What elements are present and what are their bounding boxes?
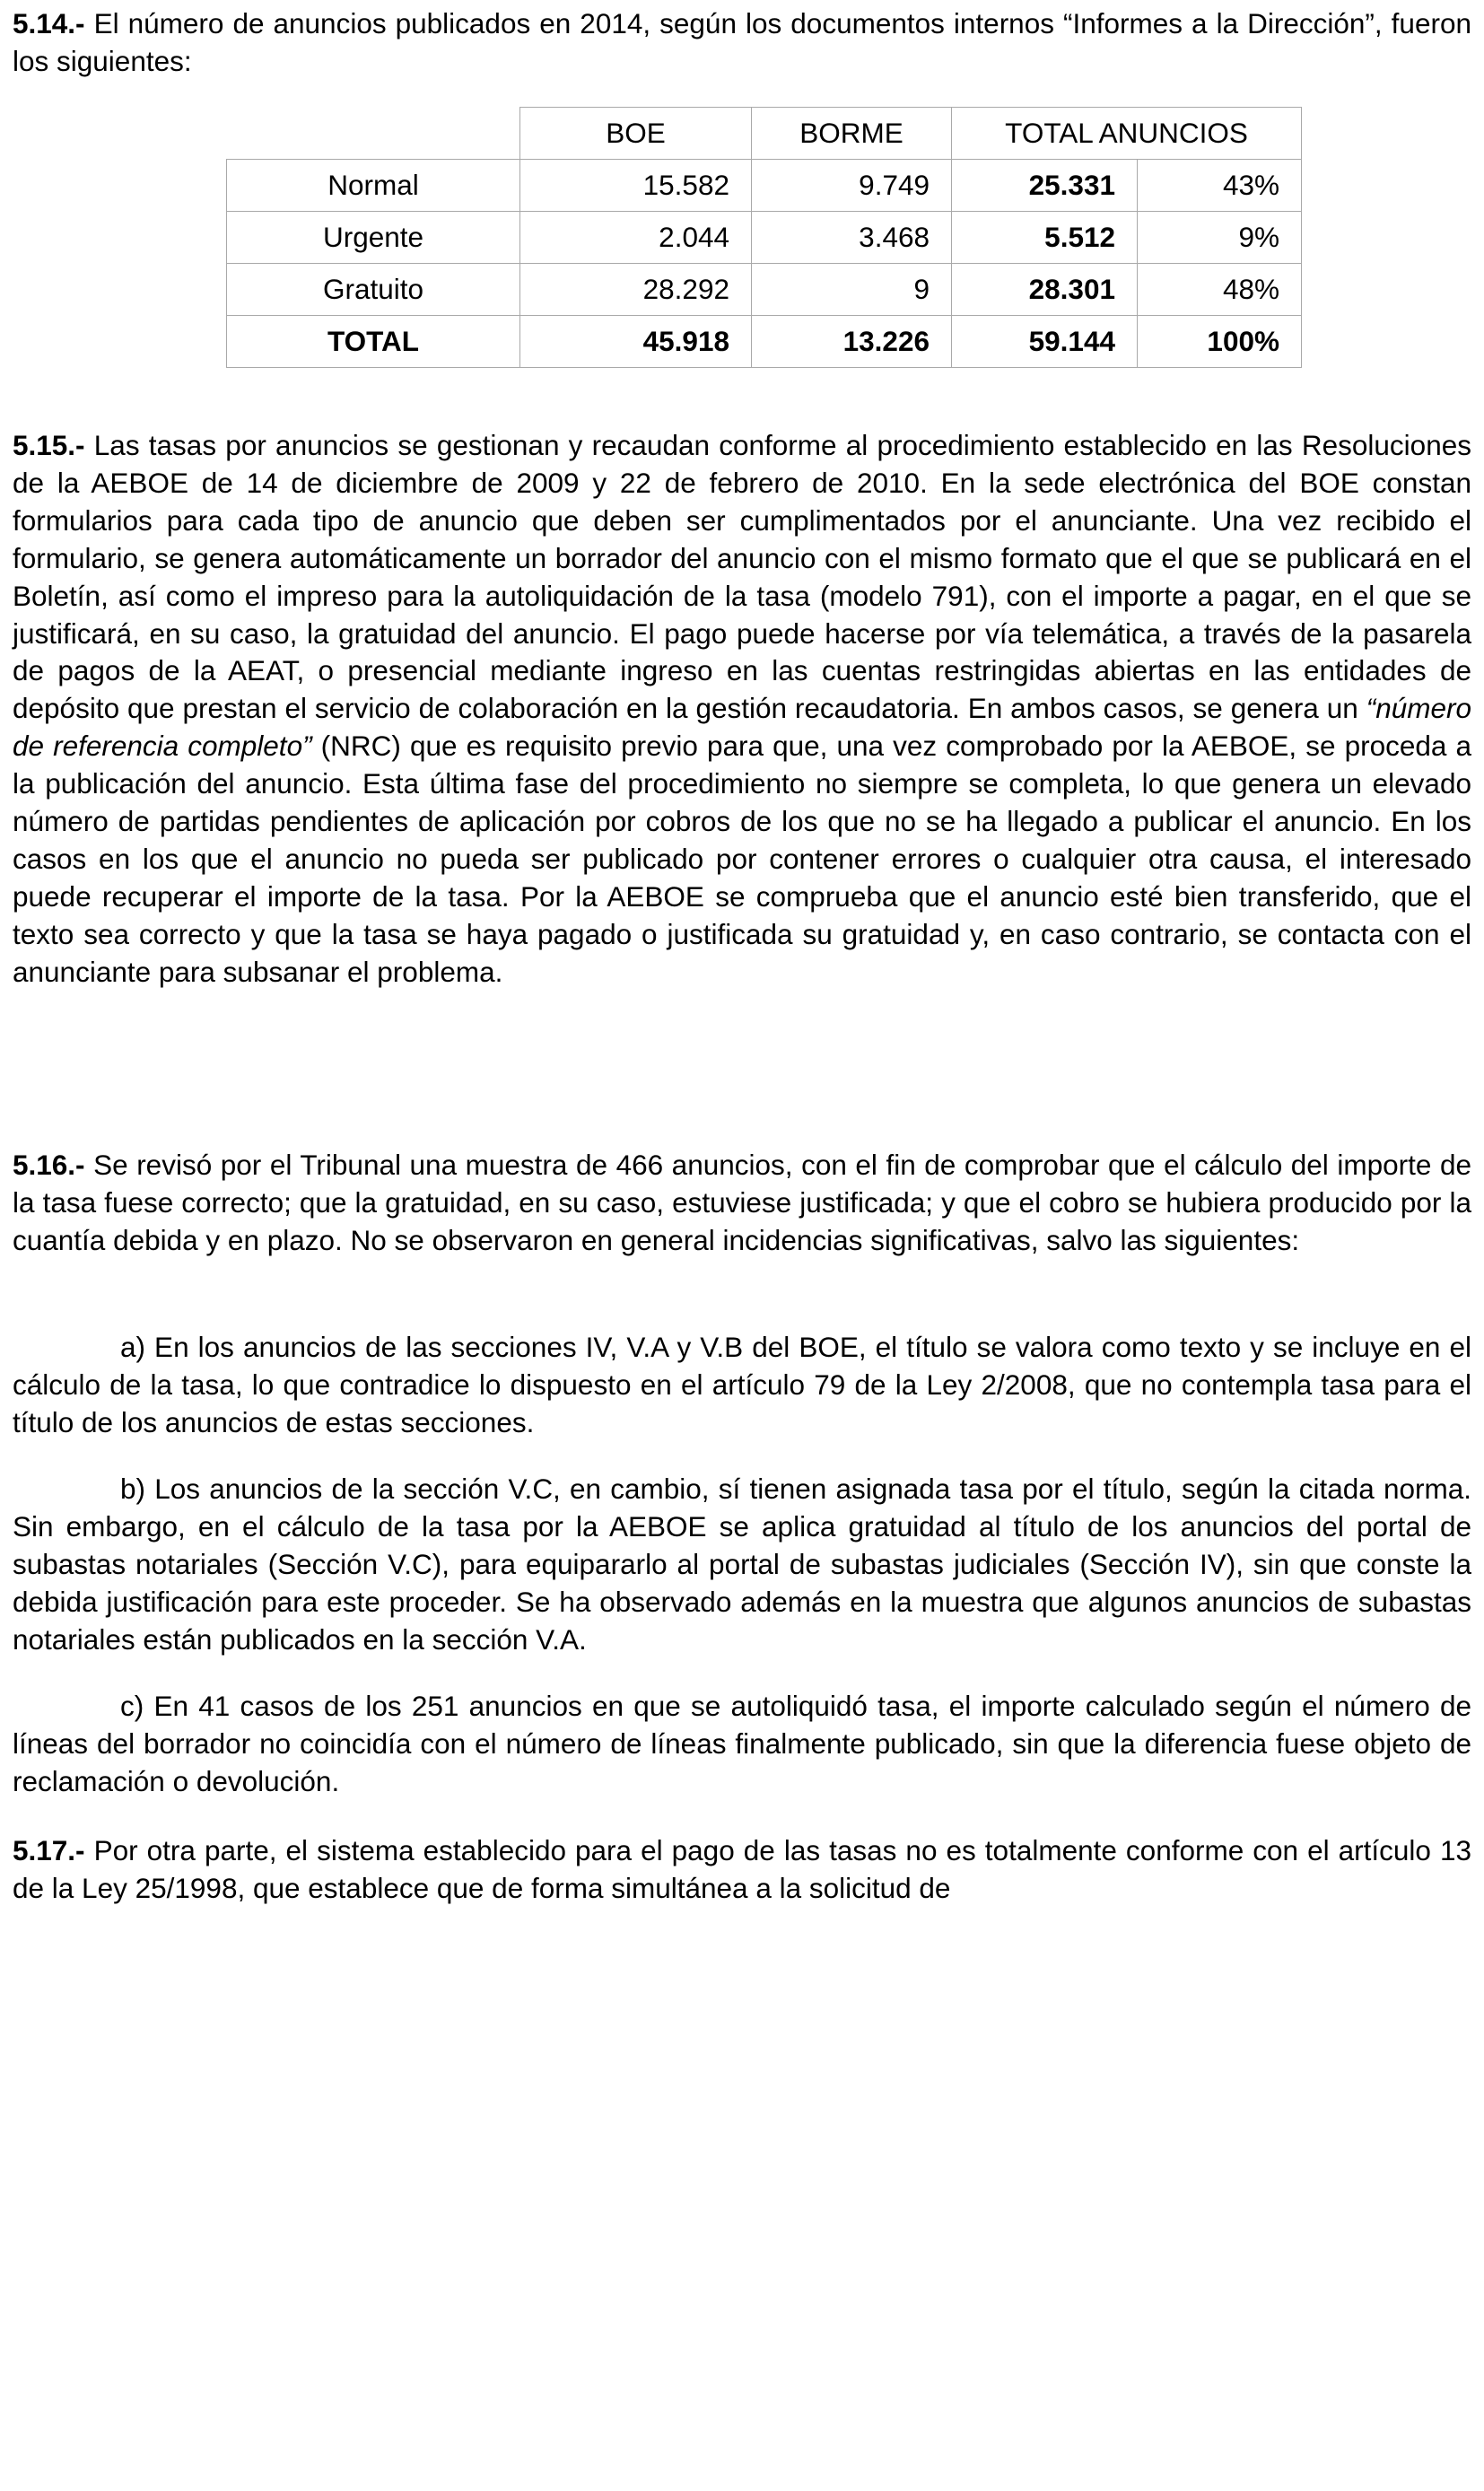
paragraph-body: Por otra parte, el sistema establecido para el pago de las tasas no es totalmente conforme con el artículo 13 de la Ley 25/1998, que establece que de forma simultánea a la solicitud de: [13, 1834, 1471, 1904]
cell-borme: 9: [752, 264, 952, 316]
row-label: Urgente: [227, 212, 520, 264]
cell-boe: 15.582: [520, 160, 752, 212]
section-number: 5.17.-: [13, 1834, 85, 1866]
cell-total: 5.512: [952, 212, 1138, 264]
cell-boe: 45.918: [520, 316, 752, 368]
paragraph-5-17-text: [13, 1832, 1471, 1908]
paragraph-5-15-text: [13, 427, 1471, 992]
item-b-text: b) Los anuncios de la sección V.C, en cambio, sí tienen asignada tasa por el título, según la citada norma. Sin embargo, en el cálculo de la tasa por la AEBOE se aplica gratuidad al título de los anuncios del portal de subastas notariales (Sección V.C), para equipararlo al portal de subastas judiciales (Sección IV), sin que conste la debida justificación para este proceder. Se ha observado además en la muestra que algunos anuncios de subastas notariales están publicados en la sección V.A.: [13, 1473, 1471, 1656]
paragraph-body: El número de anuncios publicados en 2014, según los documentos internos “Informes a la Dirección”, fueron los siguientes:: [13, 7, 1471, 77]
item-c-text: c) En 41 casos de los 251 anuncios en que se autoliquidó tasa, el importe calculado según el número de líneas del borrador no coincidía con el número de líneas finalmente publicado, sin que la diferencia fuese objeto de reclamación o devolución.: [13, 1690, 1471, 1797]
cell-borme: 3.468: [752, 212, 952, 264]
cell-percent: 9%: [1138, 212, 1302, 264]
item-b: [13, 1471, 1471, 1659]
paragraph-5-14: [13, 5, 1471, 81]
header-borme: BORME: [752, 108, 952, 160]
paragraph-body-cont: (NRC) que es requisito previo para que, una vez comprobado por la AEBOE, se proceda a la publicación del anuncio. Esta última fase del procedimiento no siempre se completa, lo que genera un elevado número de partidas pendientes de aplicación por cobros de los que no se ha llegado a publicar el anuncio. En los casos en los que el anuncio no pueda ser publicado por contener errores o cualquier otra causa, el interesado puede recuperar el importe de la tasa. Por la AEBOE se comprueba que el anuncio esté bien transferido, que el texto sea correcto y que la tasa se haya pagado o justificada su gratuidad y, en caso contrario, se contacta con el anunciante para subsanar el problema.: [13, 730, 1471, 988]
table-row: [227, 264, 1302, 316]
paragraph-5-17: [13, 1832, 1471, 1908]
cell-total: 28.301: [952, 264, 1138, 316]
paragraph-body: Se revisó por el Tribunal una muestra de 466 anuncios, con el fin de comprobar que el cálculo del importe de la tasa fuese correcto; que la gratuidad, en su caso, estuviese justificada; y que el cobro se hubiera producido por la cuantía debida y en plazo. No se observaron en general incidencias significativas, salvo las siguientes:: [13, 1149, 1471, 1256]
cell-boe: 28.292: [520, 264, 752, 316]
table-row: [227, 212, 1302, 264]
table-row: [227, 160, 1302, 212]
section-number: 5.16.-: [13, 1149, 85, 1181]
cell-percent: 100%: [1138, 316, 1302, 368]
item-c: [13, 1688, 1471, 1801]
item-a: [13, 1329, 1471, 1442]
section-number: 5.15.-: [13, 429, 85, 461]
paragraph-5-14-text: [13, 5, 1471, 81]
row-label: Gratuito: [227, 264, 520, 316]
cell-boe: 2.044: [520, 212, 752, 264]
table-total-row: [227, 316, 1302, 368]
paragraph-5-15: [13, 427, 1471, 992]
table-header-row: [227, 108, 1302, 160]
header-boe: BOE: [520, 108, 752, 160]
announcements-table: [226, 107, 1302, 368]
cell-borme: 13.226: [752, 316, 952, 368]
header-empty: [227, 108, 520, 160]
header-total-anuncios: TOTAL ANUNCIOS: [952, 108, 1302, 160]
row-label: TOTAL: [227, 316, 520, 368]
cell-total: 59.144: [952, 316, 1138, 368]
cell-percent: 48%: [1138, 264, 1302, 316]
paragraph-body: Las tasas por anuncios se gestionan y recaudan conforme al procedimiento establecido en las Resoluciones de la AEBOE de 14 de diciembre de 2009 y 22 de febrero de 2010. En la sede electrónica del BOE constan formularios para cada tipo de anuncio que deben ser cumplimentados por el anunciante. Una vez recibido el formulario, se genera automáticamente un borrador del anuncio con el mismo formato que el que se publicará en el Boletín, así como el impreso para la autoliquidación de la tasa (modelo 791), con el importe a pagar, en el que se justificará, en su caso, la gratuidad del anuncio. El pago puede hacerse por vía telemática, a través de la pasarela de pagos de la AEAT, o presencial mediante ingreso en las cuentas restringidas abiertas en las entidades de depósito que prestan el servicio de colaboración en la gestión recaudatoria. En ambos casos, se genera un: [13, 429, 1471, 725]
section-number: 5.14.-: [13, 7, 85, 39]
cell-total: 25.331: [952, 160, 1138, 212]
paragraph-5-16-text: [13, 1147, 1471, 1260]
paragraph-5-16: [13, 1147, 1471, 1260]
cell-percent: 43%: [1138, 160, 1302, 212]
italic-term: “número de referencia completo”: [13, 692, 1471, 763]
item-a-text: a) En los anuncios de las secciones IV, V.A y V.B del BOE, el título se valora como texto y se incluye en el cálculo de la tasa, lo que contradice lo dispuesto en el artículo 79 de la Ley 2/2008, que no contempla tasa para el título de los anuncios de estas secciones.: [13, 1331, 1471, 1438]
cell-borme: 9.749: [752, 160, 952, 212]
row-label: Normal: [227, 160, 520, 212]
